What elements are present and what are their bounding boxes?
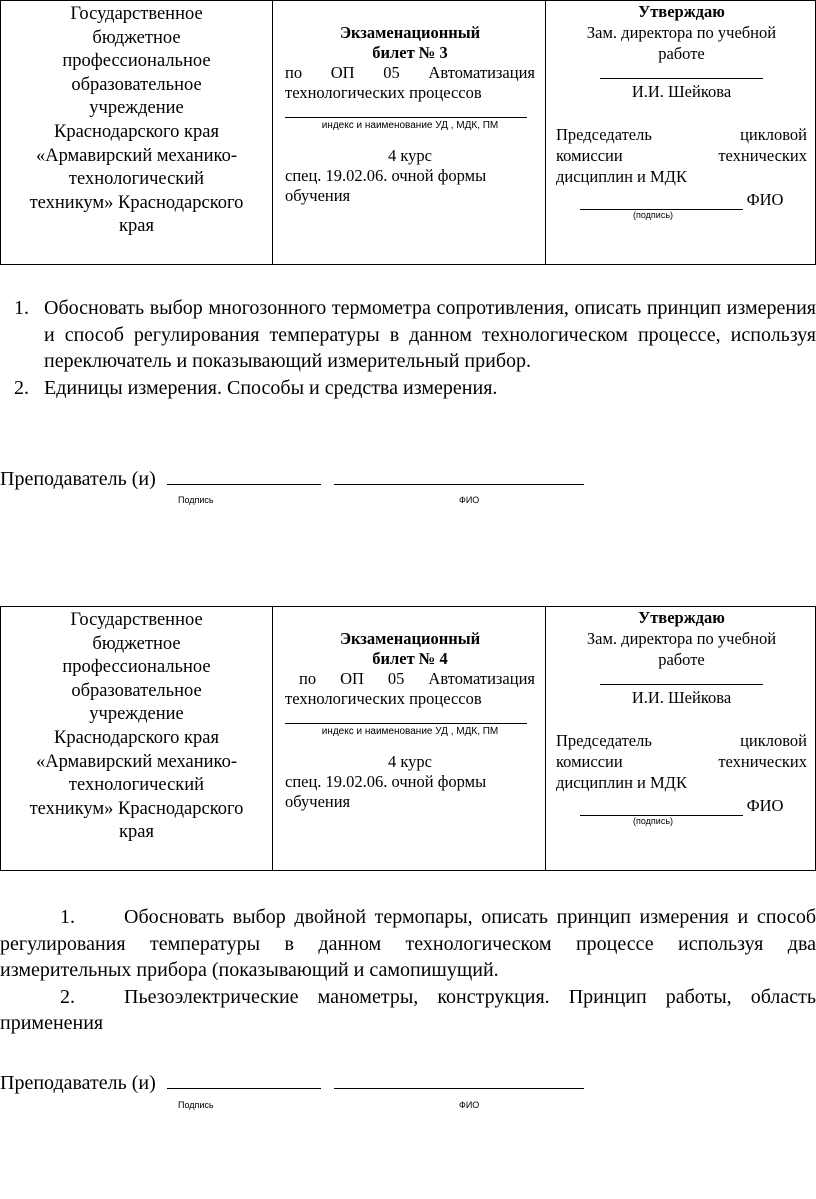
question-number: 2. — [14, 376, 29, 399]
ticket-questions-2 — [0, 904, 816, 1037]
institution-cell — [1, 607, 272, 870]
approve-role: работе — [658, 650, 705, 669]
institution-line: технологический — [68, 775, 205, 796]
institution-line: техникум» Краснодарского — [29, 192, 244, 213]
specialty-line: спец. 19.02.06. очной формы — [285, 166, 487, 185]
chair-signature-row — [556, 189, 807, 210]
chair-line: комиссии технических — [556, 146, 807, 165]
question-number: 1. — [14, 297, 29, 319]
teacher-label: Преподаватель (и) — [0, 468, 156, 490]
chair-caption: (подпись) — [633, 816, 674, 826]
chair-caption: (подпись) — [633, 210, 674, 220]
ticket-header-table-2 — [0, 606, 816, 871]
teacher-signature-line — [167, 466, 321, 485]
institution-line: учреждение — [89, 704, 184, 725]
chair-fio: ФИО — [746, 796, 784, 815]
institution-line: профессиональное — [62, 51, 211, 72]
specialty-line: обучения — [285, 186, 351, 205]
ticket-info-cell — [272, 1, 545, 264]
specialty-line: спец. 19.02.06. очной формы — [285, 772, 487, 791]
chair-line: Председатель цикловой — [556, 731, 807, 750]
teacher-fio-line — [334, 1070, 584, 1089]
chair-line: дисциплин и МДК — [556, 773, 687, 792]
institution-line: профессиональное — [62, 657, 211, 678]
institution-cell — [1, 1, 272, 264]
approve-title: Утверждаю — [638, 608, 725, 627]
subject-line: технологических процессов — [285, 83, 482, 102]
subject-line: по ОП 05 Автоматизация — [299, 669, 535, 688]
approve-name: И.И. Шейкова — [631, 688, 732, 707]
chair-line: Председатель цикловой — [556, 125, 807, 144]
institution-line: Государственное — [70, 4, 203, 24]
subject-caption: индекс и наименование УД , МДК, ПМ — [321, 120, 499, 131]
ticket-number: билет № 3 — [372, 43, 448, 62]
teacher-sign-caption: Подпись — [178, 1100, 214, 1110]
chair-signature-line — [580, 191, 743, 210]
ticket-info-cell — [272, 607, 545, 870]
teacher-label: Преподаватель (и) — [0, 1072, 156, 1094]
institution-line: «Армавирский механико- — [35, 751, 238, 772]
approve-role: Зам. директора по учебной — [586, 23, 777, 42]
ticket-questions-1 — [0, 295, 816, 401]
chair-line: комиссии технических — [556, 752, 807, 771]
approve-name: И.И. Шейкова — [631, 82, 732, 101]
chair-signature-line — [580, 797, 743, 816]
institution-line: образовательное — [71, 680, 202, 701]
teacher-fio-line — [334, 466, 584, 485]
course: 4 курс — [388, 752, 432, 771]
subject-underline — [285, 103, 527, 118]
ticket-number: билет № 4 — [372, 649, 448, 668]
teacher-fio-caption: ФИО — [459, 495, 480, 505]
approve-signature-line — [600, 670, 763, 685]
question-item — [0, 984, 816, 1037]
chair-fio: ФИО — [746, 190, 784, 209]
subject-caption: индекс и наименование УД , МДК, ПМ — [321, 726, 499, 737]
approve-title: Утверждаю — [638, 2, 725, 21]
teacher-fio-caption: ФИО — [459, 1100, 480, 1110]
subject-line: технологических процессов — [285, 689, 482, 708]
course: 4 курс — [388, 146, 432, 165]
exam-title: Экзаменационный — [339, 629, 481, 648]
teacher-signature-line — [167, 1070, 321, 1089]
chair-signature-row — [556, 795, 807, 816]
approve-role: работе — [658, 44, 705, 63]
teacher-sign-caption: Подпись — [178, 495, 214, 505]
institution-line: бюджетное — [92, 633, 181, 654]
question-text: Обосновать выбор многозонного термометра сопротивления, описать принцип измерения и способ регулирования температуры в данном технологическом процессе, используя переключатель и показывающий измерительный прибор. — [44, 297, 816, 372]
approve-role: Зам. директора по учебной — [586, 629, 777, 648]
institution-line: края — [119, 822, 154, 843]
question-number: 2. — [60, 985, 75, 1008]
institution-line: техникум» Краснодарского — [29, 798, 244, 819]
approve-signature-line — [600, 64, 763, 79]
institution-line: технологический — [68, 169, 205, 190]
institution-line: Государственное — [70, 610, 203, 630]
question-text: Единицы измерения. Способы и средства измерения. — [44, 376, 498, 399]
approval-cell — [545, 607, 815, 870]
ticket-header-table-1 — [0, 0, 816, 265]
question-item — [0, 295, 816, 375]
question-item — [0, 375, 816, 402]
institution-line: Краснодарского края — [54, 727, 219, 748]
institution-line: «Армавирский механико- — [35, 145, 238, 166]
chair-line: дисциплин и МДК — [556, 167, 687, 186]
question-number: 1. — [60, 906, 75, 928]
institution-line: образовательное — [71, 74, 202, 95]
institution-line: бюджетное — [92, 27, 181, 48]
teacher-signature-row-2 — [0, 1070, 816, 1095]
question-item — [0, 904, 816, 984]
approval-cell — [545, 1, 815, 264]
institution-line: Краснодарского края — [54, 121, 219, 142]
exam-title: Экзаменационный — [339, 23, 481, 42]
institution-line: края — [119, 216, 154, 237]
question-text: Пьезоэлектрические манометры, конструкция. Принцип работы, область применения — [0, 985, 816, 1034]
specialty-line: обучения — [285, 792, 351, 811]
subject-line: по ОП 05 Автоматизация — [285, 63, 535, 82]
institution-line: учреждение — [89, 98, 184, 119]
teacher-signature-row-1 — [0, 466, 816, 491]
subject-underline — [285, 709, 527, 724]
question-text: Обосновать выбор двойной термопары, описать принцип измерения и способ регулирования температуры в данном технологическом процессе используя два измерительных прибора (показывающий и самопишущий. — [0, 906, 816, 981]
